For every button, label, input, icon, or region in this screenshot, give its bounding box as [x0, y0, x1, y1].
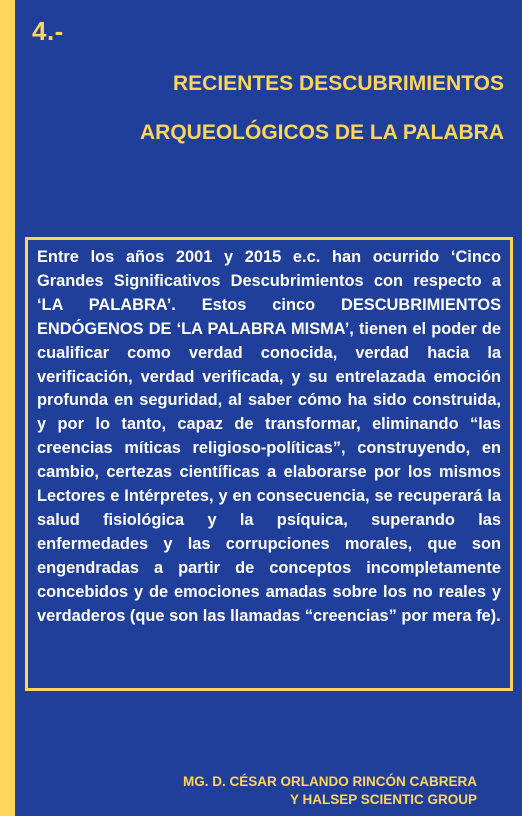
author-line-2: Y HALSEP SCIENTIC GROUP — [289, 792, 477, 807]
title-line-2: ARQUEOLÓGICOS DE LA PALABRA — [139, 121, 504, 144]
body-paragraph: Entre los años 2001 y 2015 e.c. han ocurrido ‘Cinco Grandes Significativos Descubrimientos con respecto a ‘LA PALABRA’. Estos cinco DESCUBRIMIENTOS ENDÓGENOS DE ‘LA PALABRA MISMA’, tienen el poder de cualificar como verdad conocida, verdad hacia la verificación, verdad verificada, y su entrelazada emoción profunda en seguridad, al saber cómo ha sido construida, y por lo tanto, capaz de transformar, eliminando “las creencias míticas religioso-políticas”, construyendo, en cambio, certezas científicas a elaborarse por los mismos Lectores e Intérpretes, y en consecuencia, se recuperará la salud fisiológica y la psíquica, superando las enfermedades y las corrupciones morales, que son engendradas a partir de conceptos incompletamente concebidos y de emociones amadas sobre los no reales y verdaderos (que son las llamadas “creencias” por mera fe). — [37, 248, 501, 625]
chapter-number: 4.- — [32, 16, 64, 46]
author-line-1: MG. D. CÉSAR ORLANDO RINCÓN CABRERA — [182, 774, 477, 789]
page-title — [44, 70, 504, 168]
author-credit — [183, 773, 477, 809]
left-accent-stripe — [0, 0, 15, 816]
title-line-1: RECIENTES DESCUBRIMIENTOS — [173, 72, 504, 95]
body-text-box — [25, 237, 513, 691]
